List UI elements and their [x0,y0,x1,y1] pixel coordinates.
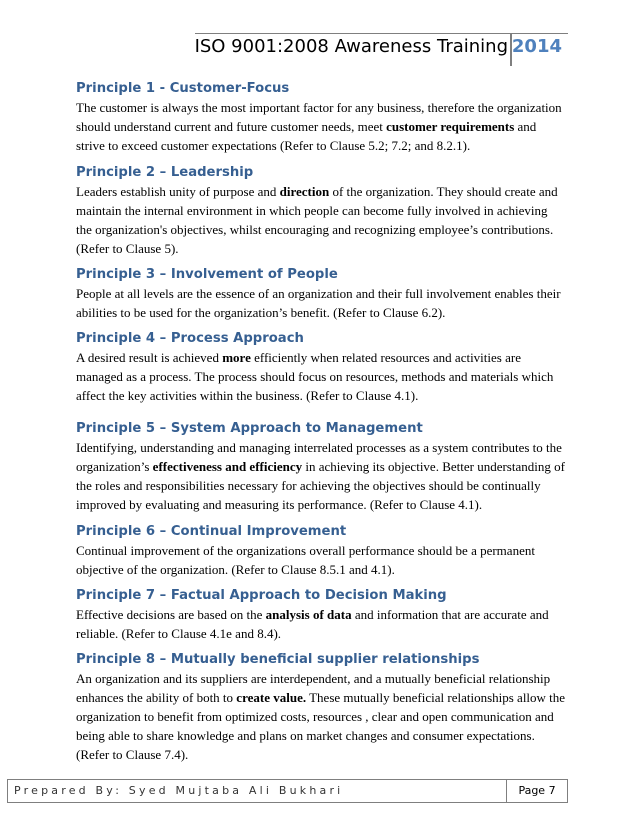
body-text: These mutually beneficial relationships allow the organization to benefit from optimized costs, resources , clear and open communication and being able to share knowledge and plans on market changes and consumer expectations. (Refer to Clause 7.4). [76,690,566,762]
body-text: The customer is always the most important factor for any business, therefore the organization should understand current and future customer needs, meet [76,100,562,134]
principle-description [76,669,566,764]
document-body [76,80,566,764]
page-header [0,34,568,68]
principle-heading: Principle 7 – Factual Approach to Decision Making [76,588,447,603]
body-text: Leaders establish unity of purpose and [76,184,280,199]
author-credit: Prepared By: Syed Mujtaba Ali Bukhari [14,784,344,797]
body-text: of the organization. They should create and maintain the internal environment in which people can become fully involved in achieving the organization's objectives, whilst encouraging and recognizing employee’s contributions. (Refer to Clause 5). [76,184,558,256]
principle-section [76,80,566,155]
body-text: People at all levels are the essence of an organization and their full involvement enables their abilities to be used for the organization’s benefit. (Refer to Clause 6.2). [76,286,561,320]
emphasized-text: more [222,350,251,365]
principle-section [76,523,566,579]
body-text: and strive to exceed customer expectations (Refer to Clause 5.2; 7.2; and 8.2.1). [76,119,537,153]
principle-heading: Principle 3 – Involvement of People [76,267,338,282]
principle-description [76,541,566,579]
principle-description [76,605,566,643]
document-year: 2014 [511,36,562,57]
principle-heading: Principle 4 – Process Approach [76,331,304,346]
principle-section [76,330,566,405]
principle-description [76,182,566,258]
document-title: ISO 9001:2008 Awareness Training [194,36,508,57]
header-rule [195,33,568,34]
body-text: Identifying, understanding and managing interrelated processes as a system contributes to the organization’s [76,440,562,474]
body-text: in achieving its objective. Better understanding of the roles and responsibilities necessary for achieving the objectives should be continually improved by evaluating and measuring its performance. (Refer to Clause 4.1). [76,459,565,512]
body-text: A desired result is achieved [76,350,223,365]
principle-heading: Principle 1 - Customer-Focus [76,81,290,96]
principle-description [76,438,566,514]
principle-section [76,587,566,643]
emphasized-text: customer requirements [386,119,515,134]
emphasized-text: analysis of data [265,607,352,622]
principle-heading: Principle 6 – Continual Improvement [76,524,347,539]
page-footer [7,779,568,803]
principle-section [76,651,566,764]
principle-heading: Principle 2 – Leadership [76,165,254,180]
body-text: An organization and its suppliers are interdependent, and a mutually beneficial relationship enhances the ability of both to [76,671,551,705]
body-text: and information that are accurate and reliable. (Refer to Clause 4.1e and 8.4). [76,607,549,641]
emphasized-text: effectiveness and efficiency [152,459,303,474]
principle-description [76,348,566,405]
body-text: Effective decisions are based on the [76,607,266,622]
emphasized-text: create value. [236,690,307,705]
principle-heading: Principle 5 – System Approach to Management [76,421,423,436]
emphasized-text: direction [279,184,330,199]
principle-heading: Principle 8 – Mutually beneficial supplier relationships [76,652,480,667]
principle-section [76,164,566,258]
body-text: Continual improvement of the organizations overall performance should be a permanent objective of the organization. (Refer to Clause 8.5.1 and 4.1). [76,543,535,577]
page-number: Page 7 [506,780,567,802]
principle-description [76,98,566,155]
principle-description [76,284,566,322]
body-text: efficiently when related resources and activities are managed as a process. The process should focus on resources, methods and materials which affect the key activities within the business. (Refer to Clause 4.1). [76,350,554,403]
principle-section [76,420,566,514]
principle-section [76,266,566,322]
